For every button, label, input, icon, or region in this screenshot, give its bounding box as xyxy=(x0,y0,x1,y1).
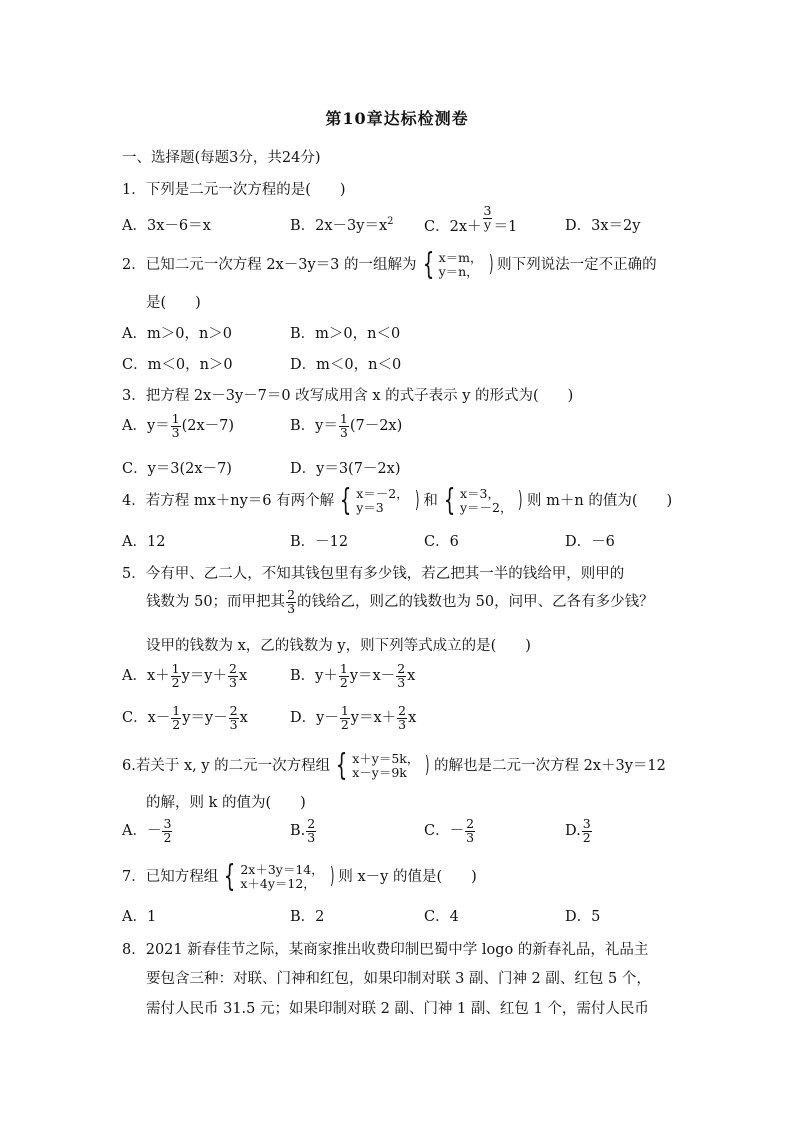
question-7-stem: 7．已知方程组 { 2x＋3y＝14， x＋4y＝12， ) 则 x－y 的值是( ) xyxy=(122,859,477,894)
q5-option-a[interactable]: A．x＋ $\frac{1}{2}$ y＝y＋ $\frac{2}{3}$ x xyxy=(122,661,248,690)
question-1-stem: 1．下列是二元一次方程的是( ) xyxy=(122,182,346,198)
question-4-stem: 4．若方程 mx＋ny＝6 有两个解 { x＝－2， y＝3 ) 和 { x＝3， y＝－2， ) 则 m＋n 的值为( ) xyxy=(122,483,673,518)
q3-option-a[interactable]: A．y＝ $\frac{1}{3}$ (2x－7) xyxy=(122,411,235,440)
q1-option-d[interactable]: D．3x＝2y xyxy=(565,218,641,234)
question-8-line-2: 要包含三种：对联、门神和红包，如果印制对联 3 副、门神 2 副、红包 5 个， xyxy=(146,971,651,987)
question-3-stem: 3．把方程 2x－3y－7＝0 改写成用含 x 的式子表示 y 的形式为( ) xyxy=(122,388,574,404)
q2-option-d[interactable]: D．m＜0，n＜0 xyxy=(290,357,402,373)
q4-option-c[interactable]: C．6 xyxy=(424,534,459,550)
q7-option-d[interactable]: D．5 xyxy=(565,909,601,925)
q4-option-a[interactable]: A．12 xyxy=(122,534,166,550)
q2-option-c[interactable]: C．m＜0，n＞0 xyxy=(122,357,233,373)
q1-option-b[interactable]: B．$2x-3y=x^2$ xyxy=(290,216,394,234)
q1-option-a[interactable]: A．3x－6＝x xyxy=(122,218,211,234)
q5-option-c[interactable]: C．x－ $\frac{1}{2}$ y＝y－ $\frac{2}{3}$ x xyxy=(122,703,248,732)
q7-option-c[interactable]: C．4 xyxy=(424,909,459,925)
q6-option-c[interactable]: C．－ $\frac{2}{3}$ xyxy=(424,816,475,845)
section-heading: 一、选择题(每题3分，共24分) xyxy=(122,150,321,166)
page-title: 第10章达标检测卷 xyxy=(325,109,469,128)
question-2-stem-cont: 是( ) xyxy=(146,295,201,311)
q3-option-c[interactable]: C．y＝3(2x－7) xyxy=(122,461,232,477)
question-6-stem: 6.若关于 x, y 的二元一次方程组 { x＋y＝5k， x－y＝9k ) 的解也是二元一次方程 2x＋3y＝12 xyxy=(122,748,666,783)
q2-option-a[interactable]: A．m＞0，n＞0 xyxy=(122,326,233,342)
question-8-line-1: 8．2021 新春佳节之际，某商家推出收费印制巴蜀中学 logo 的新春礼品，礼品主 xyxy=(122,942,649,958)
q6-option-a[interactable]: A．－ $\frac{3}{2}$ xyxy=(122,816,172,845)
q2-option-b[interactable]: B．m＞0，n＜0 xyxy=(290,326,401,342)
q3-option-b[interactable]: B．y＝ $\frac{1}{3}$ (7－2x) xyxy=(290,411,403,440)
q3-option-d[interactable]: D．y＝3(7－2x) xyxy=(290,461,401,477)
question-6-stem-cont: 的解，则 k 的值为( ) xyxy=(146,795,306,811)
q7-option-b[interactable]: B．2 xyxy=(290,909,325,925)
q4-option-d[interactable]: D．－6 xyxy=(565,534,615,550)
question-5-line-1: 5．今有甲、乙二人，不知其钱包里有多少钱，若乙把其一半的钱给甲，则甲的 xyxy=(122,566,625,582)
question-8-line-3: 需付人民币 31.5 元；如果印制对联 2 副、门神 1 副、红包 1 个，需付人民币 xyxy=(146,1001,649,1017)
q4-option-b[interactable]: B．－12 xyxy=(290,534,349,550)
question-5-line-3: 设甲的钱数为 x，乙的钱数为 y，则下列等式成立的是( ) xyxy=(146,638,531,654)
q6-option-b[interactable]: B. $\frac{2}{3}$ xyxy=(290,816,316,845)
q5-option-d[interactable]: D．y－ $\frac{1}{2}$ y＝x＋ $\frac{2}{3}$ x xyxy=(290,703,417,732)
question-2-stem: 2．已知二元一次方程 2x－3y＝3 的一组解为 { x＝m， y＝n， ) 则下列说法一定不正确的 xyxy=(122,247,657,282)
question-5-line-2: 钱数为 50；而甲把其 $\frac{2}{3}$ 的钱给乙，则乙的钱数也为 50，问甲、乙各有多少钱？ xyxy=(146,587,654,616)
q7-option-a[interactable]: A．1 xyxy=(122,909,157,925)
q1-option-c[interactable]: C．2x＋ $\frac{3}{y}$ ＝1 xyxy=(424,203,518,235)
q6-option-d[interactable]: D. $\frac{3}{2}$ xyxy=(565,816,591,845)
q5-option-b[interactable]: B．y＋ $\frac{1}{2}$ y＝x－ $\frac{2}{3}$ x xyxy=(290,661,416,690)
